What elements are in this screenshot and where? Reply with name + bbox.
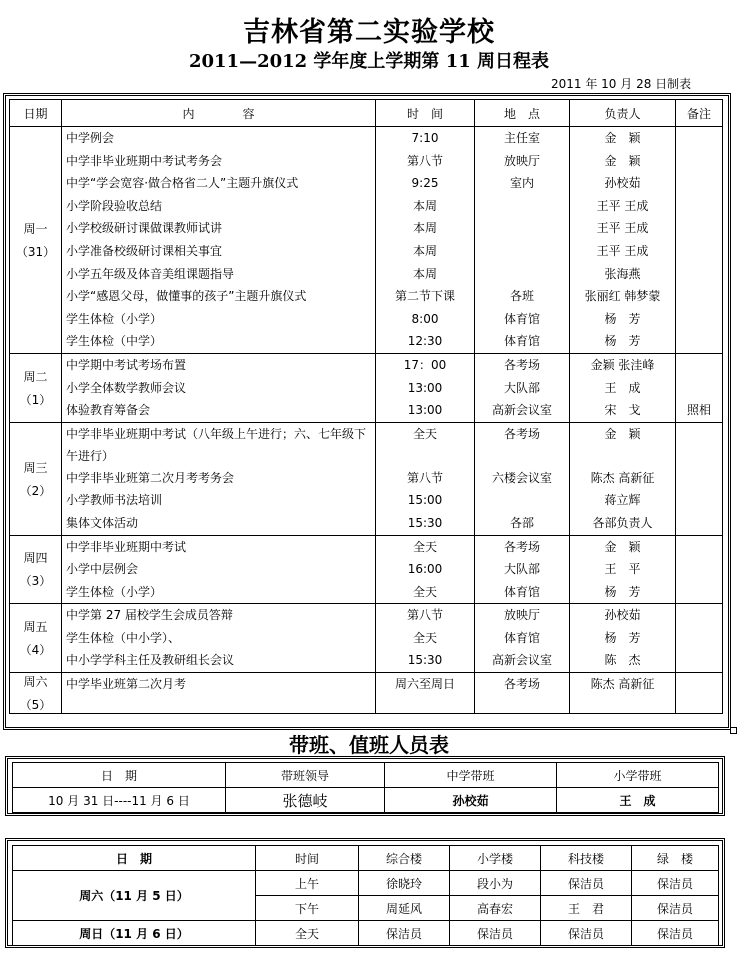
made-date: 2011 年 10 月 28 日制表 (551, 77, 692, 91)
duty-leaders-header-primary: 小学带班 (557, 763, 719, 788)
content-line: 体验教育筹备会 (66, 403, 151, 418)
place-cell (475, 673, 570, 714)
time-line: 16:00 (407, 562, 443, 577)
day-row (10, 127, 723, 354)
content-line: 小学五年级及体音美组课题指导 (66, 266, 235, 281)
schedule-subtitle: 2011—2012 学年度上学期第 11 周日程表 (188, 51, 550, 72)
note-line (680, 627, 718, 650)
content-line: 集体文体活动 (66, 515, 139, 530)
duty-leaders-header-leader: 带班领导 (226, 763, 385, 788)
day-row (10, 353, 723, 422)
day-label: 周一 (23, 221, 48, 236)
day-label: 周二 (23, 369, 48, 384)
place-line: 高新会议室 (491, 403, 552, 418)
note-cell (676, 535, 723, 604)
place-line: 体育馆 (503, 334, 540, 349)
col-header-date: 日期 (10, 100, 62, 127)
content-line: 中学非毕业班第二次月考考务会 (66, 470, 235, 485)
content-line: 中学“学会宽容·做合格省二人”主题升旗仪式 (66, 176, 299, 191)
duty-staff-time: 全天 (256, 921, 359, 946)
content-cell (62, 604, 376, 673)
note-line (680, 330, 718, 353)
schedule-header-row (10, 100, 723, 127)
time-line: 7:10 (411, 131, 439, 145)
note-line (680, 377, 718, 400)
place-line: 高新会议室 (491, 653, 552, 668)
day-cell (10, 127, 62, 354)
time-line: 15:00 (407, 493, 443, 508)
place-line: 主任室 (503, 131, 540, 145)
person-line: 王平 王成 (596, 221, 649, 236)
note-cell (676, 127, 723, 354)
schedule-table (9, 99, 723, 714)
person-line: 金 颖 (604, 131, 641, 145)
person-cell (570, 535, 676, 604)
person-line: 金颖 张洼峰 (590, 357, 655, 372)
col-header-content: 内 容 (62, 100, 376, 127)
time-line: 15:30 (407, 653, 443, 668)
time-line: 全天 (412, 539, 437, 554)
place-line: 各考场 (503, 677, 540, 692)
time-cell (376, 127, 475, 354)
note-cell (676, 673, 723, 714)
duty-leaders-date: 10 月 31 日----11 月 6 日 (13, 788, 226, 813)
note-line (680, 581, 718, 604)
school-title: 吉林省第二实验学校 (243, 17, 495, 48)
time-line: 13:00 (407, 380, 443, 395)
note-line: 照相 (686, 403, 711, 418)
time-cell (376, 535, 475, 604)
place-line (479, 489, 565, 512)
content-line: 学生体检（小学） (66, 311, 163, 326)
content-line: 小学“感恩父母，做懂事的孩子”主题升旗仪式 (66, 289, 307, 304)
duty-section-title: 带班、值班人员表 (289, 733, 449, 757)
duty-staff-header-building1: 综合楼 (359, 846, 450, 871)
person-line: 杨 芳 (604, 630, 641, 645)
time-cell (376, 673, 475, 714)
place-cell (475, 353, 570, 422)
day-row (10, 535, 723, 604)
person-line: 王平 王成 (596, 243, 649, 258)
place-line: 体育馆 (503, 311, 540, 326)
col-header-place: 地 点 (475, 100, 570, 127)
note-line (680, 150, 718, 173)
note-line (680, 489, 718, 512)
duty-staff-table (12, 845, 719, 946)
person-line: 各部负责人 (592, 515, 653, 530)
note-line (680, 354, 718, 377)
col-header-person: 负责人 (570, 100, 676, 127)
place-line: 各班 (509, 289, 534, 304)
duty-leaders-row (13, 788, 719, 813)
duty-staff-header-building3: 科技楼 (541, 846, 632, 871)
content-line: 小学教师书法培训 (66, 493, 163, 508)
note-line (680, 536, 718, 559)
content-line: 小学准备校级研讨课相关事宜 (66, 243, 223, 258)
duty-staff-header (13, 846, 719, 871)
duty-staff-date: 周六（11 月 5 日） (13, 871, 256, 921)
person-line: 宋 戈 (604, 403, 641, 418)
place-line: 各考场 (503, 357, 540, 372)
duty-staff-cell: 保洁员 (632, 871, 719, 896)
person-line: 杨 芳 (604, 311, 641, 326)
time-cell (376, 422, 475, 535)
time-line: 全天 (412, 584, 437, 599)
person-line: 金 颖 (604, 153, 641, 168)
note-line (680, 308, 718, 331)
duty-staff-header-building2: 小学楼 (450, 846, 541, 871)
day-label: 周三 (23, 460, 48, 475)
duty-staff-header-date: 日 期 (13, 846, 256, 871)
duty-leaders-primary: 王 成 (557, 788, 719, 813)
note-line (680, 649, 718, 672)
day-date: （2） (19, 483, 52, 498)
duty-staff-time: 下午 (256, 896, 359, 921)
duty-staff-cell: 保洁员 (359, 921, 450, 946)
duty-staff-row (13, 921, 719, 946)
duty-staff-header-building4: 绿 楼 (632, 846, 719, 871)
content-line: 中学第 27 届校学生会成员答辩 (66, 608, 233, 623)
content-line: 中学期中考试考场布置 (66, 357, 187, 372)
place-line (479, 195, 565, 218)
content-line: 中学非毕业班期中考试 (66, 539, 187, 554)
content-line: 小学阶段验收总结 (66, 198, 163, 213)
day-row (10, 604, 723, 673)
time-line: 全天 (412, 426, 437, 441)
content-line: 学生体检（小学） (66, 584, 163, 599)
day-date: （4） (19, 643, 52, 658)
time-cell (376, 353, 475, 422)
time-line: 全天 (412, 630, 437, 645)
note-line (680, 467, 718, 490)
content-cell (62, 673, 376, 714)
note-cell (676, 422, 723, 535)
day-date: （31） (15, 244, 56, 259)
content-line: 小学校级研讨课做课教师试讲 (66, 221, 223, 236)
person-line: 孙校茹 (604, 176, 641, 191)
place-line: 各考场 (503, 426, 540, 441)
place-line: 大队部 (503, 380, 540, 395)
person-cell (570, 604, 676, 673)
person-line: 王 平 (604, 562, 641, 577)
place-line (479, 217, 565, 240)
content-line: 小学全体数学教师会议 (66, 380, 187, 395)
person-line: 王平 王成 (596, 198, 649, 213)
person-line: 陈杰 高新征 (590, 677, 655, 692)
time-line: 周六至周日 (394, 677, 455, 692)
content-line: 中小学学科主任及教研组长会议 (66, 653, 235, 668)
place-line: 放映厅 (503, 608, 540, 623)
place-line: 室内 (509, 176, 534, 191)
duty-staff-time: 上午 (256, 871, 359, 896)
person-line: 张海燕 (604, 266, 641, 281)
place-cell (475, 127, 570, 354)
duty-staff-date: 周日（11 月 6 日） (13, 921, 256, 946)
day-date: （5） (19, 698, 52, 713)
duty-leaders-leader: 张德岐 (226, 788, 385, 813)
note-line (680, 423, 718, 467)
day-cell (10, 673, 62, 714)
person-line: 蒋立辉 (604, 493, 641, 508)
duty-staff-cell: 保洁员 (541, 871, 632, 896)
person-cell (570, 673, 676, 714)
time-line: 本周 (412, 266, 437, 281)
duty-staff-cell: 王 君 (541, 896, 632, 921)
day-cell (10, 422, 62, 535)
duty-staff-cell: 保洁员 (632, 896, 719, 921)
person-cell (570, 127, 676, 354)
content-line: 学生体检（中小学）、 (66, 630, 181, 645)
place-line (479, 240, 565, 263)
time-line: 本周 (412, 243, 437, 258)
time-line: 12:30 (407, 334, 443, 349)
day-label: 周五 (23, 620, 48, 635)
person-cell (570, 353, 676, 422)
day-cell (10, 353, 62, 422)
time-line: 13:00 (407, 403, 443, 418)
person-line: 杨 芳 (604, 334, 641, 349)
time-line: 本周 (412, 221, 437, 236)
day-label: 周六 (23, 675, 48, 690)
time-line: 15:30 (407, 515, 443, 530)
note-line (680, 263, 718, 286)
duty-staff-cell: 徐晓玲 (359, 871, 450, 896)
content-line: 小学中层例会 (66, 562, 139, 577)
place-line: 放映厅 (503, 153, 540, 168)
duty-leaders-header (13, 763, 719, 788)
content-line: 中学例会 (66, 131, 115, 145)
time-line: 第八节 (406, 608, 443, 623)
duty-staff-cell: 保洁员 (632, 921, 719, 946)
duty-staff-row (13, 871, 719, 896)
schedule-body (10, 127, 723, 714)
person-line: 王 成 (604, 380, 641, 395)
place-line: 各部 (509, 515, 534, 530)
duty-staff-cell: 段小为 (450, 871, 541, 896)
time-cell (376, 604, 475, 673)
place-line (479, 263, 565, 286)
note-line (680, 558, 718, 581)
duty-leaders-header-date: 日 期 (13, 763, 226, 788)
col-header-time: 时 间 (376, 100, 475, 127)
place-line: 各考场 (503, 539, 540, 554)
note-line (680, 512, 718, 535)
person-line: 金 颖 (604, 539, 641, 554)
note-line (680, 195, 718, 218)
person-line: 陈 杰 (604, 653, 641, 668)
col-header-note: 备注 (676, 100, 723, 127)
person-line: 杨 芳 (604, 584, 641, 599)
content-line: 中学非毕业班期中考试（八年级上午进行；六、七年级下午进行） (66, 426, 367, 463)
note-line (680, 172, 718, 195)
note-cell (676, 604, 723, 673)
note-line (680, 673, 718, 696)
note-cell (676, 353, 723, 422)
content-line: 学生体检（中学） (66, 334, 163, 349)
content-cell (62, 127, 376, 354)
person-line: 孙校茹 (604, 608, 641, 623)
time-line: 8:00 (411, 311, 439, 326)
place-cell (475, 535, 570, 604)
duty-leaders-header-middle: 中学带班 (385, 763, 557, 788)
day-row (10, 422, 723, 535)
content-cell (62, 422, 376, 535)
day-cell (10, 604, 62, 673)
content-cell (62, 353, 376, 422)
duty-staff-cell: 保洁员 (541, 921, 632, 946)
day-cell (10, 535, 62, 604)
content-cell (62, 535, 376, 604)
person-line: 金 颖 (604, 426, 641, 441)
note-line (680, 217, 718, 240)
person-line: 张丽红 韩梦蒙 (584, 289, 661, 304)
duty-leaders-middle: 孙校茹 (385, 788, 557, 813)
place-line: 六楼会议室 (491, 470, 552, 485)
day-date: （1） (19, 392, 52, 407)
place-line: 大队部 (503, 562, 540, 577)
place-cell (475, 422, 570, 535)
time-line: 第八节 (406, 470, 443, 485)
note-line (680, 285, 718, 308)
content-line: 中学毕业班第二次月考 (66, 677, 187, 692)
note-line (680, 127, 718, 150)
time-line: 9:25 (411, 176, 439, 191)
note-line (680, 604, 718, 627)
time-line: 本周 (412, 198, 437, 213)
time-line: 第二节下课 (394, 289, 455, 304)
duty-staff-cell: 高春宏 (450, 896, 541, 921)
duty-staff-cell: 周延风 (359, 896, 450, 921)
day-label: 周四 (23, 551, 48, 566)
duty-staff-cell: 保洁员 (450, 921, 541, 946)
place-line: 体育馆 (503, 584, 540, 599)
person-line: 陈杰 高新征 (590, 470, 655, 485)
person-cell (570, 422, 676, 535)
content-line: 中学非毕业班期中考试考务会 (66, 153, 223, 168)
day-date: （3） (19, 574, 52, 589)
day-row (10, 673, 723, 714)
duty-staff-header-time: 时间 (256, 846, 359, 871)
place-line: 体育馆 (503, 630, 540, 645)
duty-leaders-table (12, 762, 719, 813)
time-line: 第八节 (406, 153, 443, 168)
place-cell (475, 604, 570, 673)
note-line (680, 240, 718, 263)
time-line: 17：00 (403, 357, 447, 372)
